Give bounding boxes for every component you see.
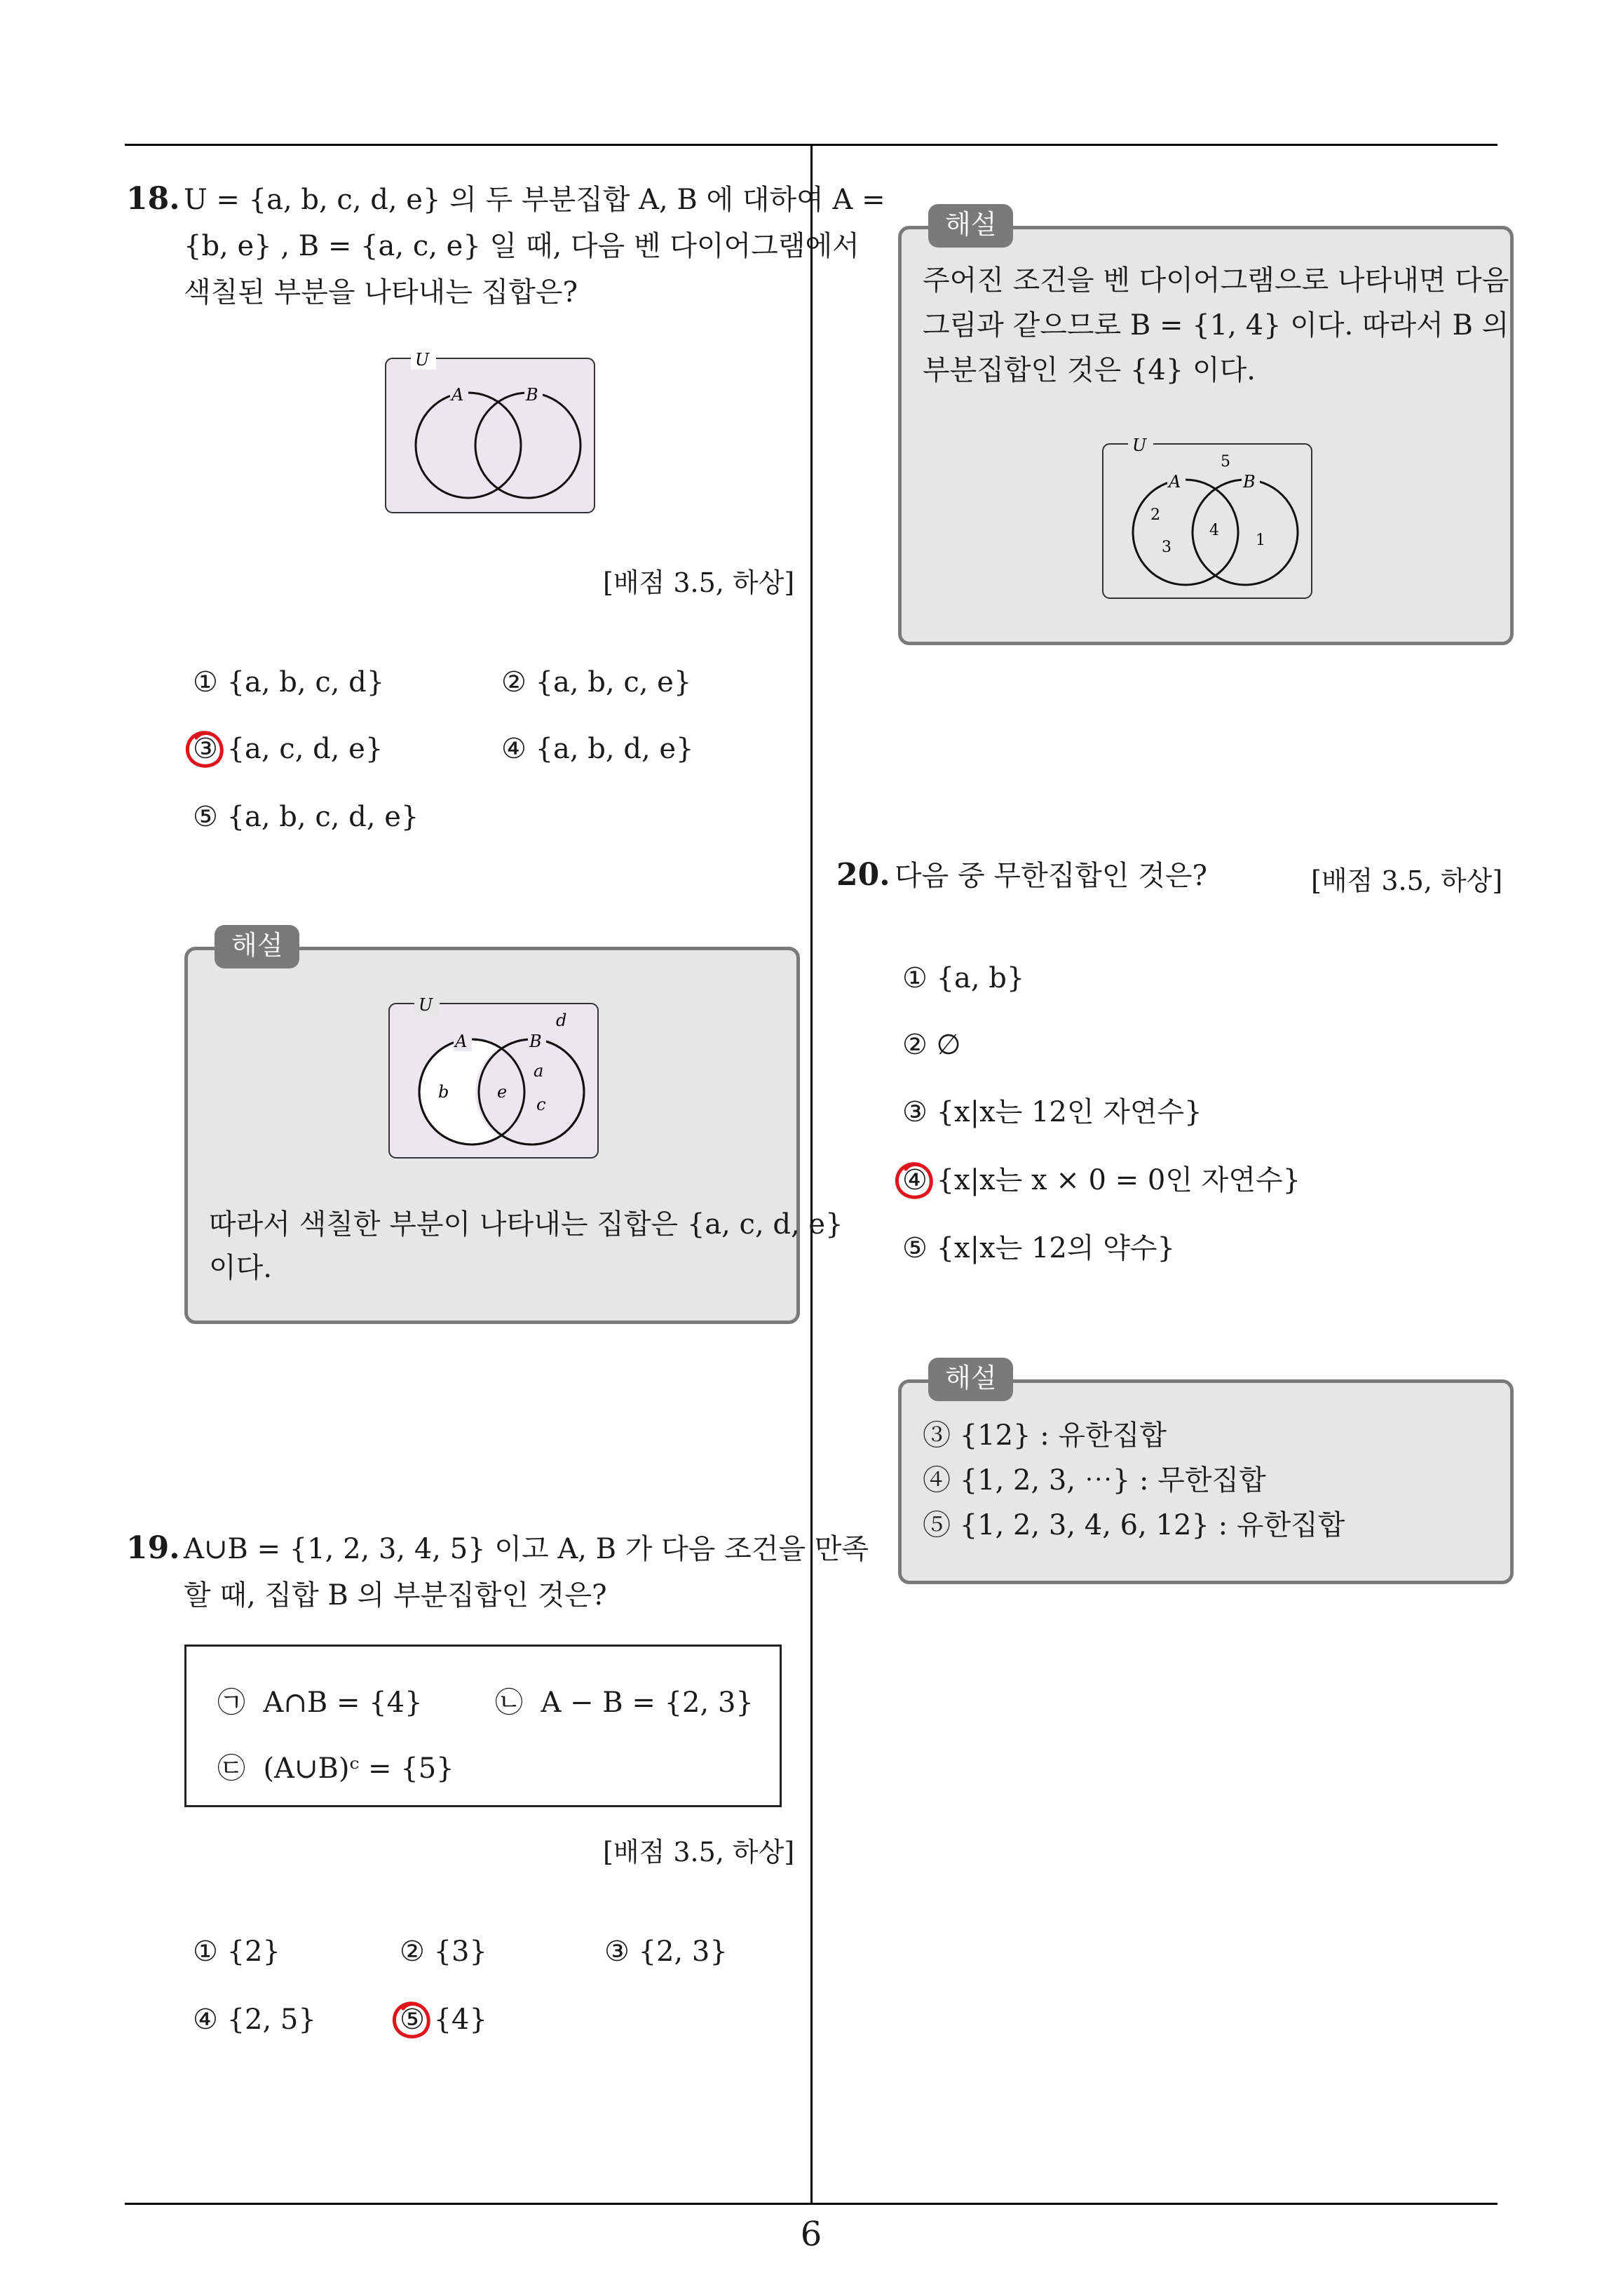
condition-text: (A∪B)ᶜ = {5} xyxy=(263,1753,454,1785)
explanation-line: ③ {12} : 유한집합 xyxy=(923,1419,1167,1452)
question-number: 19. xyxy=(126,1530,180,1566)
element-label: c xyxy=(536,1095,546,1114)
condition-text: A − B = {2, 3} xyxy=(541,1687,754,1719)
choice-mark: ⑤ xyxy=(400,2004,425,2036)
universe-label: U xyxy=(419,995,433,1015)
element-label: 4 xyxy=(1209,522,1219,539)
explanation-line: ④ {1, 2, 3, ⋯} : 무한집합 xyxy=(923,1464,1266,1497)
set-b-label: B xyxy=(529,1032,542,1051)
element-label: b xyxy=(438,1082,449,1102)
question-stem-line: 할 때, 집합 B 의 부분집합인 것은? xyxy=(184,1579,607,1612)
choice-mark: ③ xyxy=(193,733,218,765)
explanation-tag: 해설 xyxy=(215,925,299,968)
score-label: [배점 3.5, 하상] xyxy=(603,1837,795,1868)
condition-item xyxy=(217,1683,423,1722)
choice-5[interactable] xyxy=(193,797,419,837)
choice-text: {x|x는 x × 0 = 0인 자연수} xyxy=(936,1164,1301,1196)
choice-text: {3} xyxy=(433,1936,487,1968)
explanation-box xyxy=(898,209,1514,645)
element-label: a xyxy=(534,1061,544,1081)
choice-3[interactable] xyxy=(604,1932,728,1971)
choice-text: ∅ xyxy=(936,1029,961,1061)
choice-mark: ③ xyxy=(902,1096,928,1128)
choice-4[interactable] xyxy=(501,729,694,769)
condition-item xyxy=(495,1683,754,1722)
choice-text: {a, b, c, d} xyxy=(226,666,385,698)
choice-text: {a, b, c, d, e} xyxy=(226,801,419,833)
condition-mark: ㉠ xyxy=(217,1687,245,1719)
venn-diagram-explanation xyxy=(1101,433,1315,601)
explanation-line: 이다. xyxy=(209,1252,272,1284)
choice-3[interactable] xyxy=(902,1093,1202,1132)
choice-2[interactable] xyxy=(400,1932,487,1971)
explanation-line: 부분집합인 것은 {4} 이다. xyxy=(923,354,1256,386)
explanation-box xyxy=(898,1363,1514,1584)
choice-mark: ① xyxy=(193,666,218,698)
choice-mark: ④ xyxy=(193,2004,218,2036)
choice-text: {2} xyxy=(226,1936,280,1968)
explanation-box xyxy=(184,930,843,1324)
choice-4[interactable] xyxy=(193,2000,316,2039)
set-b-label: B xyxy=(526,385,538,405)
choice-mark: ② xyxy=(400,1936,425,1968)
choice-1[interactable] xyxy=(193,663,384,702)
explanation-line: 따라서 색칠한 부분이 나타내는 집합은 {a, c, d, e} xyxy=(209,1208,843,1241)
page-number: 6 xyxy=(800,2215,822,2254)
condition-mark: ㉢ xyxy=(217,1753,245,1785)
question-number: 20. xyxy=(836,857,890,893)
choice-mark: ④ xyxy=(501,733,527,765)
choice-5[interactable] xyxy=(902,1229,1175,1268)
choice-text: {a, b, d, e} xyxy=(535,733,694,765)
explanation-line: ⑤ {1, 2, 3, 4, 6, 12} : 유한집합 xyxy=(923,1509,1345,1541)
choice-mark: ① xyxy=(193,1936,218,1968)
choice-mark: ② xyxy=(501,666,527,698)
question-stem-line: A∪B = {1, 2, 3, 4, 5} 이고 A, B 가 다음 조건을 만족 xyxy=(184,1533,869,1565)
set-a-label: A xyxy=(1169,472,1181,492)
choice-1[interactable] xyxy=(193,1932,280,1971)
universe-label: U xyxy=(415,350,430,370)
choice-text: {a, b} xyxy=(936,962,1025,994)
answer-circle-mark xyxy=(892,1159,937,1204)
choice-text: {4} xyxy=(433,2004,487,2036)
condition-mark: ㉡ xyxy=(495,1687,523,1719)
score-label: [배점 3.5, 하상] xyxy=(1311,865,1503,896)
score-label: [배점 3.5, 하상] xyxy=(603,567,795,598)
question-number: 18. xyxy=(126,181,180,217)
explanation-tag: 해설 xyxy=(928,204,1013,248)
choice-text: {x|x는 12의 약수} xyxy=(936,1232,1175,1264)
explanation-tag: 해설 xyxy=(928,1358,1013,1401)
element-label: 5 xyxy=(1221,453,1230,471)
set-b-label: B xyxy=(1243,472,1256,492)
set-a-label: A xyxy=(455,1032,468,1051)
question-stem-line: {b, e} , B = {a, c, e} 일 때, 다음 벤 다이어그램에서 xyxy=(184,230,860,262)
choice-mark: ④ xyxy=(902,1164,928,1196)
choice-1[interactable] xyxy=(902,959,1024,998)
venn-diagram-explanation xyxy=(388,992,602,1161)
universe-label: U xyxy=(1132,435,1147,455)
element-label: 3 xyxy=(1162,539,1172,556)
set-a-label: A xyxy=(451,385,464,405)
element-label: 2 xyxy=(1150,506,1160,524)
condition-box xyxy=(184,1645,782,1807)
question-stem-line: U = {a, b, c, d, e} 의 두 부분집합 A, B 에 대하여 A = xyxy=(184,184,885,216)
bottom-rule xyxy=(125,2203,1498,2205)
choice-mark: ② xyxy=(902,1029,928,1061)
element-label: d xyxy=(556,1011,567,1030)
choice-2[interactable] xyxy=(501,663,691,702)
choice-text: {a, b, c, e} xyxy=(535,666,692,698)
condition-text: A∩B = {4} xyxy=(263,1687,423,1719)
explanation-line: 주어진 조건을 벤 다이어그램으로 나타내면 다음 xyxy=(923,264,1509,297)
condition-item xyxy=(217,1749,454,1788)
choice-text: {2, 3} xyxy=(638,1936,728,1968)
answer-circle-mark xyxy=(389,1999,434,2044)
element-label: 1 xyxy=(1256,532,1265,549)
explanation-line: 그림과 같으므로 B = {1, 4} 이다. 따라서 B 의 xyxy=(923,309,1509,342)
element-label: e xyxy=(497,1082,508,1102)
column-divider xyxy=(810,144,813,2204)
choice-mark: ⑤ xyxy=(902,1232,928,1264)
choice-text: {a, c, d, e} xyxy=(226,733,383,765)
choice-4[interactable] xyxy=(902,1161,1301,1200)
venn-diagram-question xyxy=(384,347,598,515)
question-stem-line: 색칠된 부분을 나타내는 집합은? xyxy=(184,276,578,309)
answer-circle-mark xyxy=(182,728,227,773)
choice-text: {2, 5} xyxy=(226,2004,316,2036)
choice-2[interactable] xyxy=(902,1025,960,1065)
choice-mark: ① xyxy=(902,962,928,994)
choice-mark: ⑤ xyxy=(193,801,218,833)
choice-text: {x|x는 12인 자연수} xyxy=(936,1096,1202,1128)
choice-mark: ③ xyxy=(604,1936,630,1968)
question-stem: 다음 중 무한집합인 것은? xyxy=(895,860,1207,892)
